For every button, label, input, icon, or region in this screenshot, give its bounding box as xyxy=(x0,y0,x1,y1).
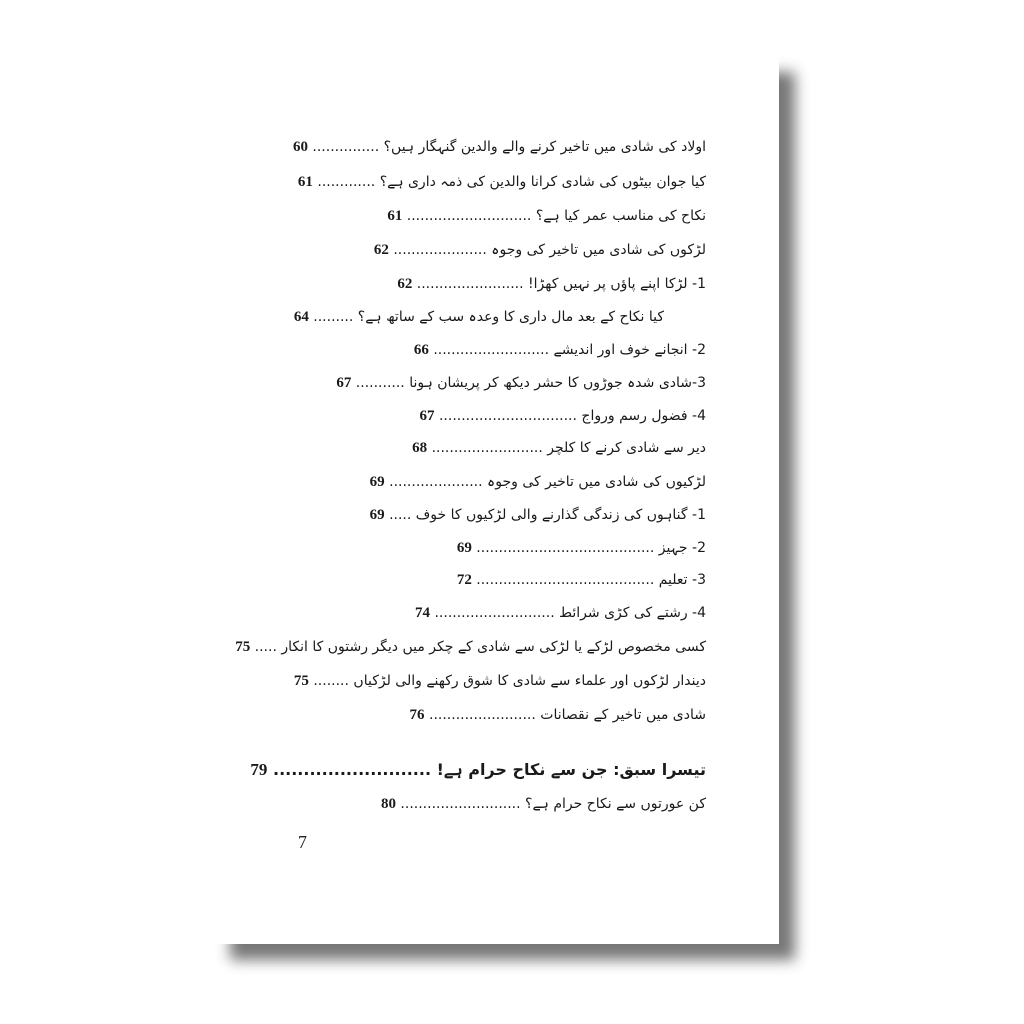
toc-entry-dots: ............. xyxy=(317,174,376,190)
toc-entry xyxy=(414,340,706,360)
toc-entry xyxy=(420,406,706,426)
toc-entry-page: 64 xyxy=(293,309,309,325)
toc-entry xyxy=(457,570,706,590)
toc-entry-page: 75 xyxy=(293,673,309,689)
toc-entry-title: دیندار لڑکوں اور علماء سے شادی کا شوق رکھنے والی لڑکیاں xyxy=(353,673,706,689)
toc-entry-dots: .......................... xyxy=(433,342,550,358)
toc-entry xyxy=(294,671,706,691)
toc-entry-dots: ........................... xyxy=(434,605,555,621)
toc-section-heading-title: تیسرا سبق: جن سے نکاح حرام ہے! xyxy=(436,760,706,779)
toc-entry-dots: ..... xyxy=(254,639,277,655)
toc-entry xyxy=(298,172,706,192)
toc-entry-page: 66 xyxy=(413,342,429,358)
toc-entry-dots: ..................... xyxy=(393,242,487,258)
toc-entry-page: 72 xyxy=(456,572,472,588)
toc-entry xyxy=(370,472,706,492)
toc-entry-title: 1- گناہوں کی زندگی گذارنے والی لڑکیوں کا خوف xyxy=(415,507,706,523)
toc-entry-title: 3-شادی شدہ جوڑوں کا حشر دیکھ کر پریشان ہونا xyxy=(409,375,706,391)
toc-entry-dots: ..................... xyxy=(389,474,483,490)
toc-entry-page: 68 xyxy=(412,440,428,456)
toc-entry-dots: ........ xyxy=(313,673,349,689)
toc-entry-title: شادی میں تاخیر کے نقصانات xyxy=(540,707,706,723)
toc-entry-page: 69 xyxy=(456,540,472,556)
toc-entry-dots: ........................ xyxy=(429,707,536,723)
toc-entry xyxy=(415,603,706,623)
toc-entry xyxy=(387,206,706,226)
toc-entry-title: لڑکوں کی شادی میں تاخیر کی وجوہ xyxy=(491,242,706,258)
toc-entry-page: 76 xyxy=(409,707,425,723)
toc-section-heading-page: 79 xyxy=(250,760,268,779)
toc-entry-title: کیا جوان بیٹوں کی شادی کرانا والدین کی ذمہ داری ہے؟ xyxy=(379,174,706,190)
toc-entry-page: 67 xyxy=(419,408,435,424)
toc-entry-title: لڑکیوں کی شادی میں تاخیر کی وجوہ xyxy=(487,474,706,490)
toc-entry xyxy=(336,373,706,393)
toc-entry-dots: ............... xyxy=(312,139,380,155)
toc-entry-dots: ........................................ xyxy=(476,572,655,588)
toc-entry-title: 2- جہیز xyxy=(658,540,706,556)
toc-entry xyxy=(412,438,706,458)
toc-entry xyxy=(374,240,706,260)
toc-entry-title: نکاح کی مناسب عمر کیا ہے؟ xyxy=(535,208,706,224)
toc-entry-title: 4- فضول رسم ورواج xyxy=(581,408,706,424)
toc-entry-dots: ........................... xyxy=(400,796,521,812)
toc-entry-page: 67 xyxy=(336,375,352,391)
toc-entry-dots: ......... xyxy=(313,309,354,325)
toc-entry-dots: ............................... xyxy=(438,408,577,424)
toc-section-heading-dots: .......................... xyxy=(272,760,432,779)
toc-entry-dots: ........... xyxy=(355,375,405,391)
toc-entry-title: کیا نکاح کے بعد مال داری کا وعدہ سب کے ساتھ ہے؟ xyxy=(357,309,664,325)
toc-entry xyxy=(370,505,706,525)
page-number: 7 xyxy=(298,832,307,852)
toc-section-heading xyxy=(250,760,706,780)
toc-entry-title: دیر سے شادی کرنے کا کلچر xyxy=(547,440,706,456)
toc-entry xyxy=(410,705,706,725)
toc-entry-page: 69 xyxy=(369,507,385,523)
toc-entry-title: 3- تعلیم xyxy=(658,572,706,588)
toc-entry-title: 4- رشتے کی کڑی شرائط xyxy=(559,605,706,621)
toc-entry xyxy=(235,637,706,657)
toc-entry-dots: ......................... xyxy=(431,440,543,456)
toc-entry-title: کن عورتوں سے نکاح حرام ہے؟ xyxy=(525,796,706,812)
toc-entry-dots: ..... xyxy=(389,507,412,523)
toc-entry xyxy=(457,538,706,558)
toc-entry-page: 61 xyxy=(387,208,403,224)
toc-entry-page: 80 xyxy=(380,796,396,812)
toc-entry-title: کسی مخصوص لڑکے یا لڑکی سے شادی کے چکر میں دیگر رشتوں کا انکار xyxy=(281,639,706,655)
toc-entry-dots: ............................ xyxy=(406,208,532,224)
toc-entry-page: 75 xyxy=(235,639,251,655)
toc-entry-dots: ........................ xyxy=(416,276,524,292)
toc-entry-title: 2- انجانے خوف اور اندیشے xyxy=(553,342,706,358)
toc-entry-page: 69 xyxy=(369,474,385,490)
toc-entry-page: 61 xyxy=(297,174,313,190)
toc-entry-page: 62 xyxy=(373,242,389,258)
toc-entry-title: 1- لڑکا اپنے پاؤں پر نہیں کھڑا! xyxy=(528,276,706,292)
toc-entry xyxy=(294,307,664,327)
toc-entry-page: 74 xyxy=(415,605,431,621)
toc-entry xyxy=(293,137,706,157)
toc-entry-dots: ........................................ xyxy=(476,540,655,556)
toc-entry-page: 60 xyxy=(292,139,308,155)
toc-entry xyxy=(397,274,706,294)
toc-entry-page: 62 xyxy=(397,276,413,292)
toc-entry-title: اولاد کی شادی میں تاخیر کرنے والے والدین گنہگار ہیں؟ xyxy=(383,139,706,155)
toc-entry xyxy=(381,794,706,814)
